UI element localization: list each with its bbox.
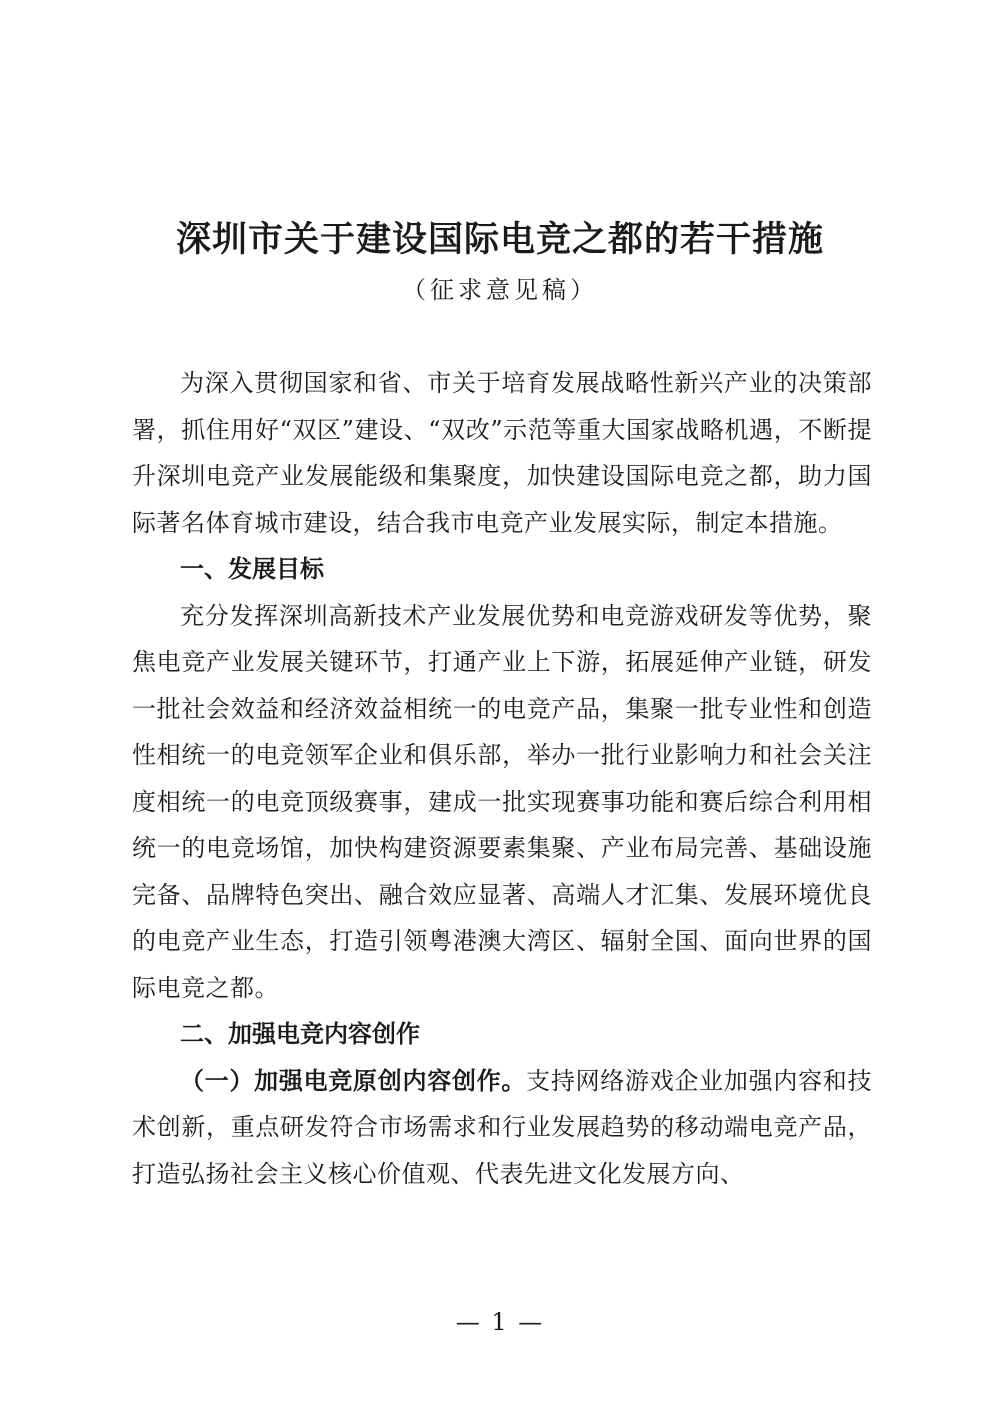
page-number: — 1 — — [455, 1308, 545, 1336]
intro-paragraph: 为深入贯彻国家和省、市关于培育发展战略性新兴产业的决策部署，抓住用好“双区”建设、“双改”示范等重大国家战略机遇，不断提升深圳电竞产业发展能级和集聚度，加快建设国际电竞之都，助力国际著名体育城市建设，结合我市电竞产业发展实际，制定本措施。 — [132, 369, 872, 537]
section-heading-content-creation: 二、加强电竞内容创作 — [180, 1020, 420, 1048]
document-subtitle: （征求意见稿） — [402, 276, 598, 304]
section-heading-goals: 一、发展目标 — [180, 555, 324, 583]
subsection-lead: （一）加强电竞原创内容创作。 — [180, 1065, 527, 1095]
subsection-text: 支持网络游戏企业加强内容和技术创新，重点研发符合市场需求和行业发展趋势的移动端电竞产品，打造弘扬社会主义核心价值观、代表先进文化发展方向、 — [132, 1066, 873, 1188]
section-paragraph-goals: 充分发挥深圳高新技术产业发展优势和电竞游戏研发等优势，聚焦电竞产业发展关键环节，打通产业上下游，拓展延伸产业链，研发一批社会效益和经济效益相统一的电竞产品，集聚一批专业性和创造性相统一的电竞领军企业和俱乐部，举办一批行业影响力和社会关注度相统一的电竞顶级赛事，建成一批实现赛事功能和赛后综合利用相统一的电竞场馆，加快构建资源要素集聚、产业布局完善、基础设施完备、品牌特色突出、融合效应显著、高端人才汇集、发展环境优良的电竞产业生态，打造引领粤港澳大湾区、辐射全国、面向世界的国际电竞之都。 — [132, 601, 872, 1002]
document-title: 深圳市关于建设国际电竞之都的若干措施 — [175, 219, 824, 260]
document-body — [132, 360, 872, 1197]
section-paragraph-content-creation — [132, 1058, 872, 1198]
